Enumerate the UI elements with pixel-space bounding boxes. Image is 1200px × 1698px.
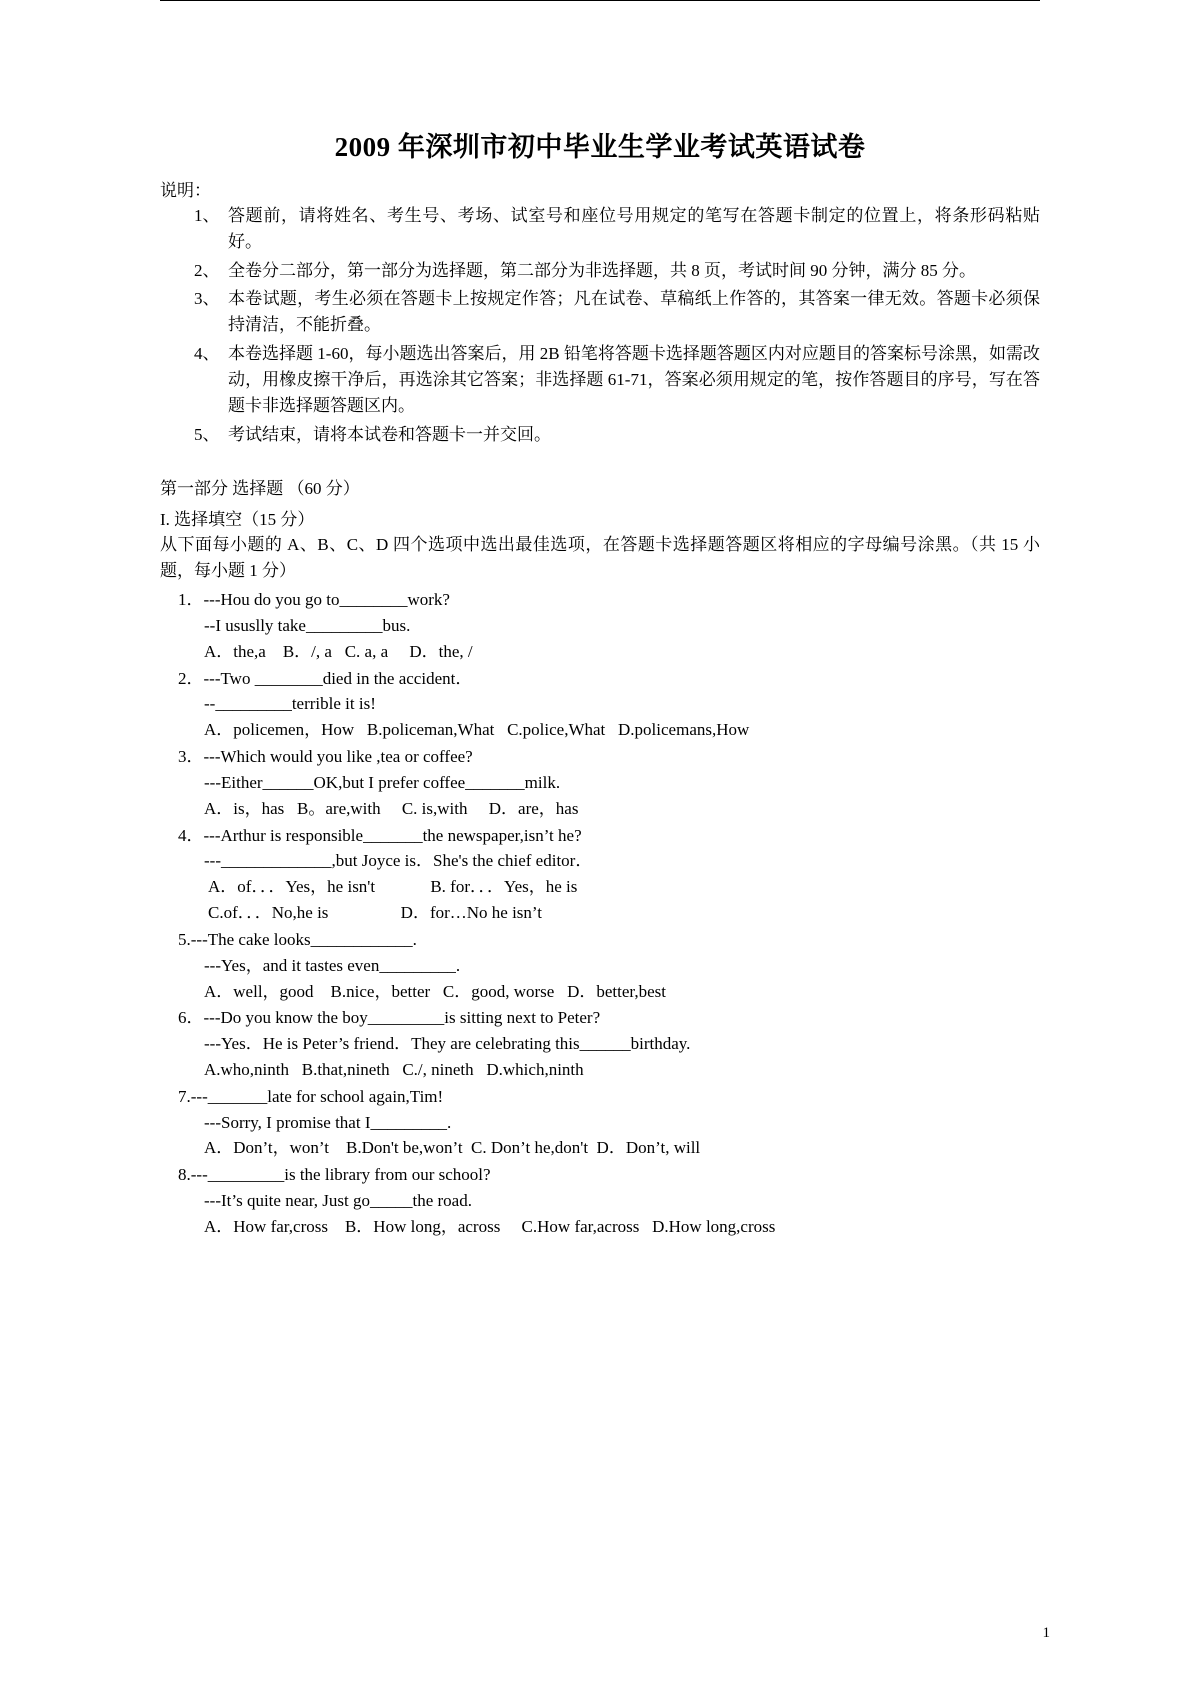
question-item [178, 1084, 1040, 1161]
note-text: 答题前，请将姓名、考生号、考场、试室号和座位号用规定的笔写在答题卡制定的位置上，将条形码粘贴好。 [228, 206, 1040, 252]
question-line: ---It’s quite near, Just go_____the road. [204, 1191, 472, 1211]
note-number: 4、 [194, 343, 220, 363]
question-options: A.who,ninth B.that,nineth C./, nineth D.which,ninth [204, 1060, 584, 1079]
question-item [178, 1005, 1040, 1082]
part-one-heading: 第一部分 选择题 （60 分） [160, 479, 360, 499]
question-line: 4．---Arthur is responsible_______the newspaper,isn’t he? [178, 825, 582, 845]
page-number: 1 [1042, 1625, 1050, 1641]
question-item [178, 587, 1040, 664]
note-number: 3、 [194, 289, 220, 309]
question-line: --_________terrible it is! [204, 694, 376, 714]
question-item [178, 666, 1040, 743]
note-number: 1、 [194, 206, 220, 225]
question-line: 8.---_________is the library from our school? [178, 1165, 491, 1185]
note-text: 考试结束，请将本试卷和答题卡一并交回。 [228, 424, 551, 444]
question-options: C.of．．．No,he is D．for…No he isn’t [208, 903, 542, 923]
question-options: A．Don’t，won’t B.Don't be,won’t C. Don’t he,don't D．Don’t, will [204, 1138, 701, 1158]
question-line: ---Yes．He is Peter’s friend．They are celebrating this______birthday. [204, 1034, 691, 1054]
header-rule [160, 0, 1040, 1]
question-line: ---_____________,but Joyce is．She's the chief editor． [204, 851, 593, 871]
question-line: 5.---The cake looks____________. [178, 929, 417, 949]
question-list [160, 587, 1040, 1240]
question-options: A．How far,cross B．How long，across C.How far,across D.How long,cross [204, 1216, 776, 1236]
note-item [194, 203, 1040, 256]
question-options: A．well，good B.nice，better C．good, worse D．better,best [204, 981, 667, 1001]
notes-list [160, 203, 1040, 448]
section-instruction: 从下面每小题的 A、B、C、D 四个选项中选出最佳选项，在答题卡选择题答题区将相应的字母编号涂黑。（共 15 小题，每小题 1 分） [160, 535, 1040, 580]
page-content [160, 19, 1040, 1240]
question-line: 3．---Which would you like ,tea or coffee? [178, 747, 473, 767]
question-line: 2．---Two ________died in the accident． [178, 668, 473, 688]
notes-label: 说明： [160, 181, 211, 200]
question-item [178, 927, 1040, 1004]
note-text: 本卷试题，考生必须在答题卡上按规定作答；凡在试卷、草稿纸上作答的，其答案一律无效。答题卡必须保持清洁，不能折叠。 [228, 289, 1040, 335]
question-line: ---Yes，and it tastes even_________. [204, 955, 461, 975]
note-text: 全卷分二部分，第一部分为选择题，第二部分为非选择题，共 8 页，考试时间 90 分钟，满分 85 分。 [228, 260, 976, 280]
question-item [178, 744, 1040, 821]
note-item [194, 286, 1040, 339]
question-item [178, 823, 1040, 926]
question-line: ---Either______OK,but I prefer coffee_______milk. [204, 772, 561, 792]
section-heading: I. 选择填空（15 分） [160, 510, 315, 530]
question-options: A．of．．．Yes，he isn't B. for．．．Yes，he is [208, 877, 578, 897]
question-line: 7.---_______late for school again,Tim! [178, 1086, 444, 1106]
question-line: 1．---Hou do you go to________work? [178, 590, 450, 610]
note-item [194, 341, 1040, 420]
question-line: 6．---Do you know the boy_________is sitting next to Peter? [178, 1008, 601, 1028]
note-number: 2、 [194, 260, 220, 280]
note-text: 本卷选择题 1-60，每小题选出答案后，用 2B 铅笔将答题卡选择题答题区内对应题目的答案标号涂黑，如需改动，用橡皮擦干净后，再选涂其它答案；非选择题 61-71，答案必须用规定的笔，按作答题目的序号，写在答题卡非选择题答题区内。 [228, 343, 1040, 416]
question-options: A．is，has B。are,with C. is,with D．are，has [204, 798, 579, 818]
question-options: A．the,a B．/, a C. a, a D．the, / [204, 641, 473, 661]
note-item [194, 422, 1040, 448]
note-number: 5、 [194, 424, 220, 444]
question-options: A．policemen，How B.policeman,What C.police,What D.policemans,How [204, 720, 750, 740]
page-title: 2009 年深圳市初中毕业生学业考试英语试卷 [334, 132, 866, 162]
question-item [178, 1162, 1040, 1239]
note-item [194, 258, 1040, 284]
question-line: --I ususlly take_________bus. [204, 615, 411, 635]
question-line: ---Sorry, I promise that I_________. [204, 1112, 452, 1132]
